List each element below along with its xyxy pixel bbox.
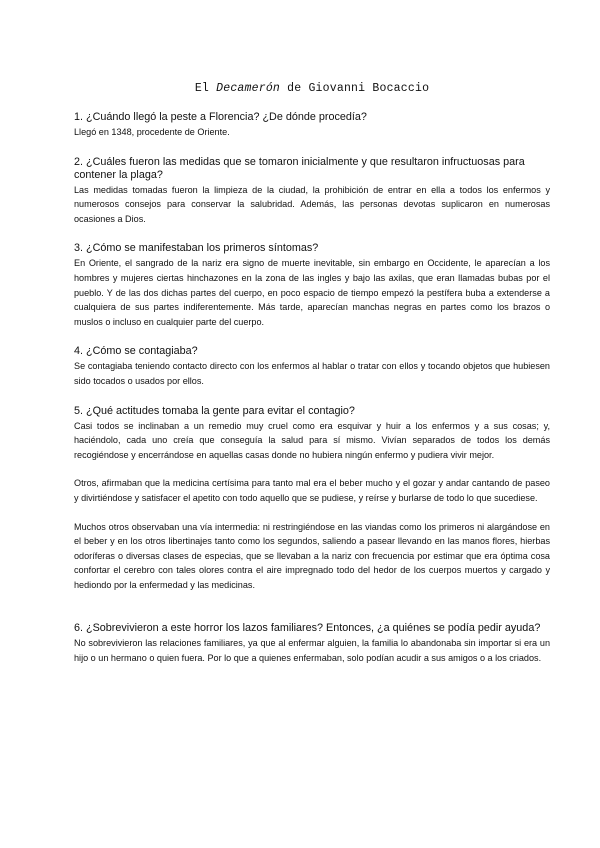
answer-5-paragraph-1: Casi todos se inclinaban a un remedio muy cruel como era esquivar y huir a los enfermos y a sus cosas; y, haciéndolo, cada uno creía que conseguía la salud para sí mismo. Vivían separados de todos los demás recogiéndose y encerrándose en aquellas casas donde no hubiera ningún enfermo y pudiera vivir mejor. <box>74 420 550 460</box>
answer-5-paragraph-3: Muchos otros observaban una vía intermedia: ni restringiéndose en las viandas como los primeros ni alargándose en el beber y en los otros libertinajes tanto como los segundos, saliendo a pasear llevando en las manos flores, hierbas odoríferas o diversas clases de especias, que se llevaban a la nariz con frecuencia por estimar que era óptima cosa confortar el cerebro con tales olores contra el aire impregnado todo del hedor de los cuerpos muertos y cargado y hediondo por la enfermedad y las medicinas. <box>74 521 550 590</box>
question-2: 2. ¿Cuáles fueron las medidas que se tomaron inicialmente y que resultaron infructuosas para contener la plaga? <box>74 155 525 181</box>
question-5: 5. ¿Qué actitudes tomaba la gente para evitar el contagio? <box>74 404 355 417</box>
title-work-italic: Decamerón <box>216 82 281 95</box>
question-1: 1. ¿Cuándo llegó la peste a Florencia? ¿De dónde procedía? <box>74 111 367 123</box>
qa-block-5 <box>74 405 550 593</box>
answer-6: No sobrevivieron las relaciones familiares, ya que al enfermar alguien, la familia lo abandonaba sin importar si era un hijo o un hermano o quien fuera. Por lo que a quienes enfermaban, solo podían acudir a sus amigos o a los criados. <box>74 638 550 664</box>
qa-block-4 <box>74 345 550 388</box>
answer-4: Se contagiaba teniendo contacto directo con los enfermos al hablar o tratar con ellos y tocando objetos que hubiesen sido tocados o usados por ellos. <box>74 361 550 386</box>
qa-block-2 <box>74 156 550 227</box>
qa-block-6 <box>74 622 550 665</box>
title-prefix: El <box>194 82 217 95</box>
title-suffix: de Giovanni Bocaccio <box>280 82 430 95</box>
question-4: 4. ¿Cómo se contagiaba? <box>74 345 198 358</box>
document-title <box>74 82 550 95</box>
question-3: 3. ¿Cómo se manifestaban los primeros síntomas? <box>74 242 319 255</box>
answer-2: Las medidas tomadas fueron la limpieza de la ciudad, la prohibición de entrar en ella a todos los enfermos y numerosos consejos para conservar la salubridad. Además, las personas devotas suplicaron en numerosas ocasiones a Dios. <box>74 184 550 224</box>
answer-3: En Oriente, el sangrado de la nariz era signo de muerte inevitable, sin embargo en Occidente, le aparecían a los hombres y mujeres ciertas hinchazones en la zona de las ingles y bajo las axilas, que eran llamadas bubas por el pueblo. Y de las dos dichas partes del cuerpo, en poco espacio de tiempo empezó la pestífera buba a extenderse a cualquiera de sus partes indiferentemente. Más tarde, aparecían manchas negras en partes como los brazos o muslos o incluso en cualquier parte del cuerpo. <box>74 258 550 327</box>
qa-block-3 <box>74 242 550 329</box>
answer-5-paragraph-2: Otros, afirmaban que la medicina certísima para tanto mal era el beber mucho y el gozar y andar cantando de paseo y divirtiéndose y satisfacer el apetito con todo aquello que se pudiese, y reírse y burlarse de todo lo que sucediese. <box>74 478 550 503</box>
answer-1: Llegó en 1348, procedente de Oriente. <box>74 127 230 137</box>
question-6: 6. ¿Sobrevivieron a este horror los lazos familiares? Entonces, ¿a quiénes se podía pedir ayuda? <box>74 622 541 635</box>
qa-block-1 <box>74 111 550 140</box>
